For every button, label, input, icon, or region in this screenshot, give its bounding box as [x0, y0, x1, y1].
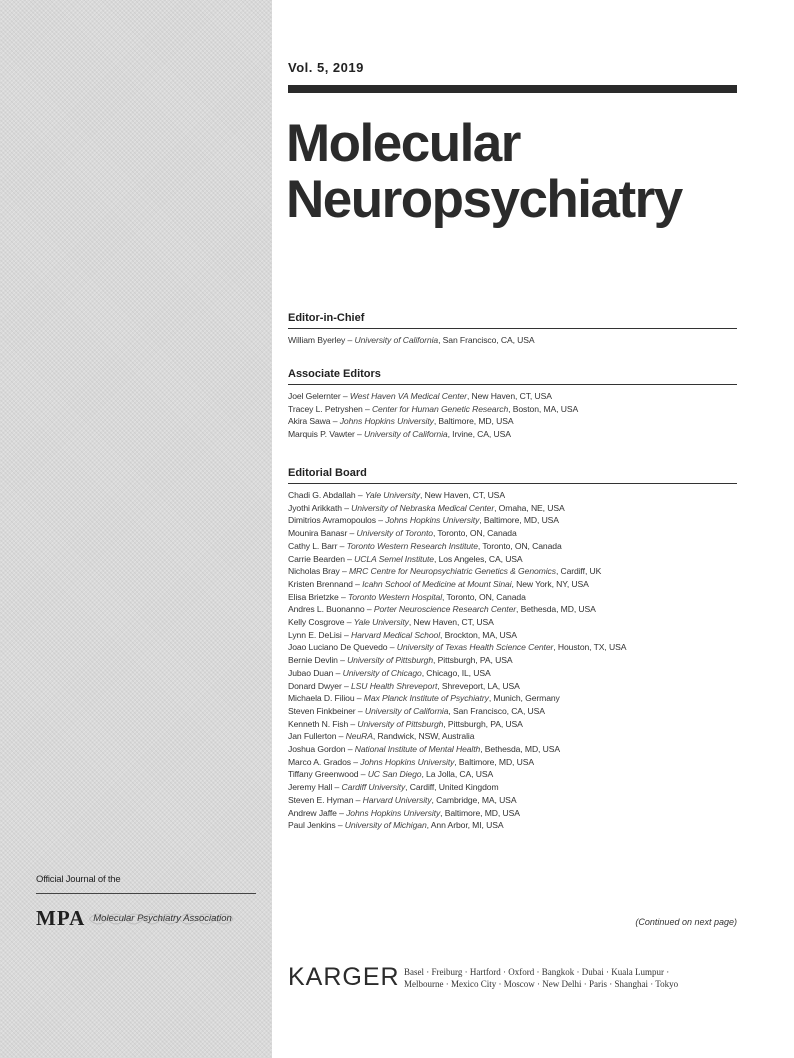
editor-in-chief-section: [288, 312, 737, 347]
publisher-cities: [404, 966, 678, 990]
member-entry: Andrew Jaffe – Johns Hopkins University, Baltimore, MD, USA: [288, 807, 520, 818]
member-name: Jan Fullerton: [288, 731, 337, 742]
member-name: Cathy L. Barr: [288, 540, 338, 551]
member-entry: Tiffany Greenwood – UC San Diego, La Jolla, CA, USA: [288, 769, 494, 780]
member-entry: Jubao Duan – University of Chicago, Chicago, IL, USA: [288, 667, 491, 678]
associate-editors-heading: Associate Editors: [288, 368, 737, 385]
member-name: Donard Dwyer: [288, 680, 342, 691]
member-institution: University of California: [354, 335, 439, 345]
member-institution: UCLA Semel Institute: [354, 553, 434, 564]
member-institution: LSU Health Shreveport: [351, 680, 438, 691]
member-name: Jyothi Arikkath: [288, 502, 342, 513]
member-name: Dimitrios Avramopoulos: [288, 515, 376, 526]
sidebar-divider: [36, 893, 256, 894]
member-entry: Jeremy Hall – Cardiff University, Cardiff, United Kingdom: [288, 782, 499, 793]
member-location: , La Jolla, CA, USA: [421, 769, 494, 780]
member-entry: Kenneth N. Fish – University of Pittsburgh, Pittsburgh, PA, USA: [288, 718, 523, 729]
member-name: Jubao Duan: [288, 667, 334, 678]
member-location: , Baltimore, MD, USA: [433, 416, 514, 427]
member-entry: Kelly Cosgrove – Yale University, New Haven, CT, USA: [288, 617, 494, 628]
member-location: , Bethesda, MD, USA: [516, 604, 596, 615]
member-institution: Yale University: [353, 617, 409, 628]
member-location: , Baltimore, MD, USA: [479, 515, 559, 526]
member-entry: Donard Dwyer – LSU Health Shreveport, Shreveport, LA, USA: [288, 680, 520, 691]
member-location: , Randwick, NSW, Australia: [372, 731, 475, 742]
member-location: , New Haven, CT, USA: [420, 490, 505, 500]
member-entry: Marquis P. Vawter – University of California, Irvine, CA, USA: [288, 429, 511, 440]
editor-in-chief-heading: Editor-in-Chief: [288, 312, 737, 329]
member-entry: Nicholas Bray – MRC Centre for Neuropsychiatric Genetics & Genomics, Cardiff, UK: [288, 566, 602, 577]
member-location: , San Francisco, CA, USA: [448, 705, 545, 716]
member-location: , Los Angeles, CA, USA: [434, 553, 523, 564]
member-entry: Carrie Bearden – UCLA Semel Institute, Los Angeles, CA, USA: [288, 553, 523, 564]
member-entry: Bernie Devlin – University of Pittsburgh, Pittsburgh, PA, USA: [288, 655, 513, 666]
title-line-2: Neuropsychiatry: [286, 170, 682, 229]
member-name: Paul Jenkins: [288, 820, 336, 831]
header-bar: [288, 85, 737, 93]
member-name: Bernie Devlin: [288, 655, 338, 666]
member-entry: Marco A. Grados – Johns Hopkins University, Baltimore, MD, USA: [288, 756, 535, 767]
member-entry: Kristen Brennand – Icahn School of Medicine at Mount Sinai, New York, NY, USA: [288, 578, 589, 589]
member-institution: Center for Human Genetic Research: [371, 403, 509, 414]
member-institution: Max Planck Institute of Psychiatry: [363, 693, 489, 704]
member-institution: University of Michigan: [344, 820, 427, 831]
member-entry: Michaela D. Filiou – Max Planck Institute of Psychiatry, Munich, Germany: [288, 693, 560, 704]
member-institution: Johns Hopkins University: [385, 515, 480, 526]
member-entry: Jyothi Arikkath – University of Nebraska Medical Center, Omaha, NE, USA: [288, 502, 565, 513]
volume-label: Vol. 5, 2019: [288, 60, 364, 75]
member-name: William Byerley: [288, 335, 346, 345]
member-name: Joao Luciano De Quevedo: [288, 642, 388, 653]
journal-title: [286, 116, 682, 228]
member-location: , Toronto, ON, Canada: [432, 528, 517, 539]
member-entry: Mounira Banasr – University of Toronto, Toronto, ON, Canada: [288, 528, 517, 539]
member-location: , Omaha, NE, USA: [494, 502, 565, 513]
member-institution: Cardiff University: [341, 782, 406, 793]
member-entry: Chadi G. Abdallah – Yale University, New Haven, CT, USA: [288, 490, 505, 500]
member-name: Nicholas Bray: [288, 566, 340, 577]
associate-editors-list: [288, 390, 737, 441]
member-entry: Lynn E. DeLisi – Harvard Medical School, Brockton, MA, USA: [288, 629, 517, 640]
member-institution: University of Texas Health Science Center: [396, 642, 554, 653]
member-location: , Pittsburgh, PA, USA: [433, 655, 513, 666]
member-entry: Cathy L. Barr – Toronto Western Research Institute, Toronto, ON, Canada: [288, 540, 562, 551]
mpa-name-text: Molecular Psychiatry Association: [93, 913, 232, 924]
member-location: , Shreveport, LA, USA: [437, 680, 520, 691]
publisher-logo: KARGER: [288, 963, 400, 991]
member-name: Akira Sawa: [288, 416, 331, 427]
member-location: , Toronto, ON, Canada: [477, 540, 562, 551]
member-name: Michaela D. Filiou: [288, 693, 355, 704]
member-institution: Johns Hopkins University: [339, 416, 434, 427]
member-entry: William Byerley – University of California, San Francisco, CA, USA: [288, 335, 535, 345]
member-institution: University of Pittsburgh: [357, 718, 444, 729]
editorial-board-heading: Editorial Board: [288, 467, 737, 484]
member-entry: Steven E. Hyman – Harvard University, Cambridge, MA, USA: [288, 794, 517, 805]
member-institution: University of Chicago: [342, 667, 422, 678]
editorial-board-section: [288, 467, 737, 832]
member-name: Carrie Bearden: [288, 553, 345, 564]
member-institution: UC San Diego: [367, 769, 422, 780]
member-entry: Paul Jenkins – University of Michigan, Ann Arbor, MI, USA: [288, 820, 504, 831]
member-location: , New York, NY, USA: [511, 578, 589, 589]
member-location: , Boston, MA, USA: [508, 403, 579, 414]
editorial-board-list: [288, 489, 737, 832]
member-location: , New Haven, CT, USA: [466, 391, 552, 401]
member-institution: MRC Centre for Neuropsychiatric Genetics & Genomics: [348, 566, 556, 577]
member-institution: Toronto Western Hospital: [347, 591, 443, 602]
official-journal-label: Official Journal of the: [36, 874, 121, 885]
member-name: Joshua Gordon: [288, 744, 346, 755]
member-institution: Porter Neuroscience Research Center: [373, 604, 517, 615]
member-name: Kristen Brennand: [288, 578, 353, 589]
member-location: , Munich, Germany: [488, 693, 560, 704]
member-institution: Yale University: [364, 490, 421, 500]
mpa-logo: [36, 906, 232, 931]
mpa-abbreviation: MPA: [36, 906, 86, 930]
member-institution: Toronto Western Research Institute: [346, 540, 478, 551]
member-name: Jeremy Hall: [288, 782, 333, 793]
member-institution: West Haven VA Medical Center: [349, 391, 467, 401]
member-institution: Johns Hopkins University: [360, 756, 455, 767]
member-institution: NeuRA: [345, 731, 373, 742]
cities-line-2: Melbourne · Mexico City · Moscow · New Delhi · Paris · Shanghai · Tokyo: [404, 979, 679, 989]
member-location: , Bethesda, MD, USA: [480, 744, 560, 755]
member-location: , Cardiff, UK: [555, 566, 602, 577]
member-entry: Joao Luciano De Quevedo – University of Texas Health Science Center, Houston, TX, USA: [288, 642, 627, 653]
member-institution: Harvard University: [362, 794, 432, 805]
member-location: , Brockton, MA, USA: [440, 629, 517, 640]
member-name: Tiffany Greenwood: [288, 769, 359, 780]
mpa-full-name: [93, 913, 232, 924]
member-institution: Johns Hopkins University: [346, 807, 441, 818]
member-entry: Jan Fullerton – NeuRA, Randwick, NSW, Australia: [288, 731, 475, 742]
cover-sidebar: [0, 0, 272, 1058]
member-location: , Irvine, CA, USA: [447, 429, 511, 440]
member-name: Steven Finkbeiner: [288, 705, 356, 716]
cities-line-1: Basel · Freiburg · Hartford · Oxford · Bangkok · Dubai · Kuala Lumpur ·: [404, 967, 670, 977]
member-entry: Steven Finkbeiner – University of California, San Francisco, CA, USA: [288, 705, 545, 716]
member-name: Tracey L. Petryshen: [288, 403, 363, 414]
member-name: Marco A. Grados: [288, 756, 351, 767]
member-entry: Andres L. Buonanno – Porter Neuroscience Research Center, Bethesda, MD, USA: [288, 604, 596, 615]
member-name: Kenneth N. Fish: [288, 718, 349, 729]
member-institution: University of Toronto: [356, 528, 433, 539]
member-name: Elisa Brietzke: [288, 591, 339, 602]
member-name: Kelly Cosgrove: [288, 617, 345, 628]
member-entry: Akira Sawa – Johns Hopkins University, Baltimore, MD, USA: [288, 416, 514, 427]
member-institution: National Institute of Mental Health: [354, 744, 481, 755]
member-entry: Joel Gelernter – West Haven VA Medical Center, New Haven, CT, USA: [288, 391, 552, 401]
member-location: , Houston, TX, USA: [553, 642, 627, 653]
member-name: Marquis P. Vawter: [288, 429, 355, 440]
member-location: , Baltimore, MD, USA: [440, 807, 520, 818]
continued-note: (Continued on next page): [635, 917, 737, 927]
member-location: , Toronto, ON, Canada: [442, 591, 526, 602]
member-name: Steven E. Hyman: [288, 794, 354, 805]
member-entry: Joshua Gordon – National Institute of Mental Health, Bethesda, MD, USA: [288, 744, 560, 755]
member-name: Andrew Jaffe: [288, 807, 337, 818]
member-name: Chadi G. Abdallah: [288, 490, 356, 500]
member-location: , Pittsburgh, PA, USA: [443, 718, 523, 729]
member-name: Joel Gelernter: [288, 391, 341, 401]
member-institution: Harvard Medical School: [350, 629, 440, 640]
member-entry: Tracey L. Petryshen – Center for Human Genetic Research, Boston, MA, USA: [288, 403, 579, 414]
member-institution: University of California: [364, 429, 448, 440]
member-entry: Elisa Brietzke – Toronto Western Hospital, Toronto, ON, Canada: [288, 591, 526, 602]
member-name: Andres L. Buonanno: [288, 604, 365, 615]
member-name: Lynn E. DeLisi: [288, 629, 342, 640]
editor-in-chief-list: [288, 334, 737, 347]
member-location: , Ann Arbor, MI, USA: [426, 820, 504, 831]
member-name: Mounira Banasr: [288, 528, 348, 539]
member-institution: University of Pittsburgh: [347, 655, 434, 666]
member-location: , Chicago, IL, USA: [421, 667, 491, 678]
member-entry: Dimitrios Avramopoulos – Johns Hopkins University, Baltimore, MD, USA: [288, 515, 559, 526]
associate-editors-section: [288, 368, 737, 441]
title-line-1: Molecular: [286, 114, 520, 173]
member-location: , San Francisco, CA, USA: [438, 335, 535, 345]
member-location: , Baltimore, MD, USA: [454, 756, 535, 767]
member-location: , New Haven, CT, USA: [408, 617, 494, 628]
member-location: , Cardiff, United Kingdom: [405, 782, 499, 793]
member-institution: University of California: [364, 705, 449, 716]
member-location: , Cambridge, MA, USA: [431, 794, 517, 805]
member-institution: Icahn School of Medicine at Mount Sinai: [362, 578, 512, 589]
member-institution: University of Nebraska Medical Center: [351, 502, 495, 513]
